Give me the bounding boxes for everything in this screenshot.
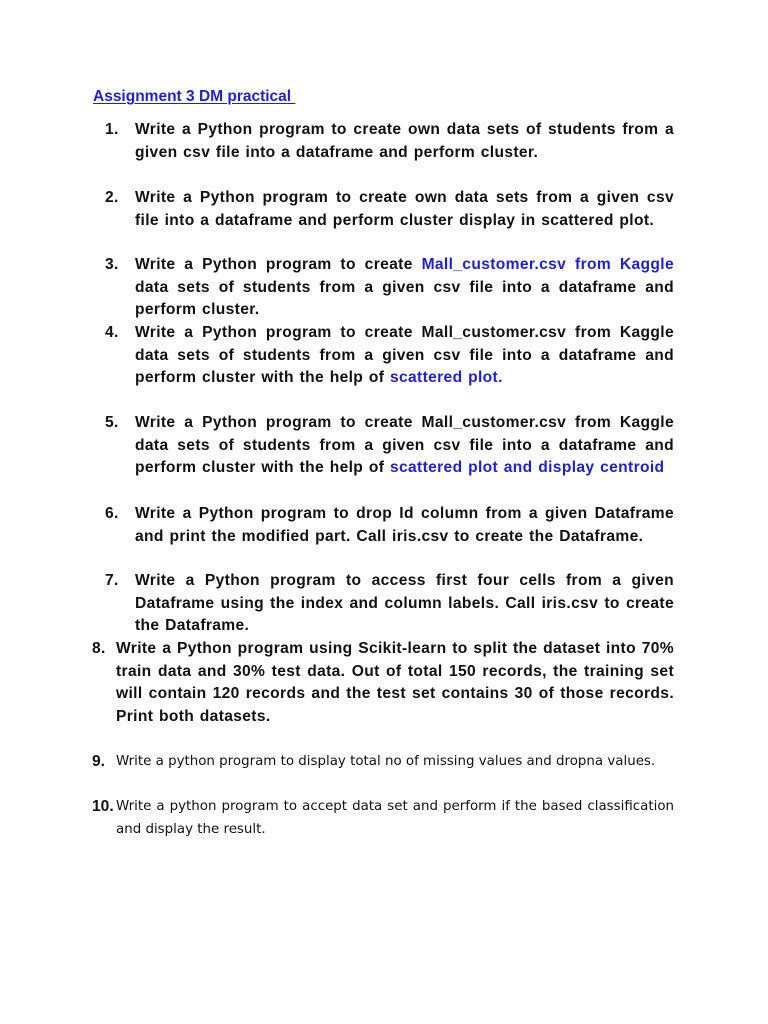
list-item-text: Write a Python program to create [135,256,422,273]
list-item-10 [92,796,674,841]
list-item-text: Write a Python program to create Mall_customer.csv from Kaggle data sets of students from a given csv file into a dataframe and perform cluster with the help of [135,414,674,477]
list-item-9 [92,751,674,774]
list-item-number: 1. [105,121,119,138]
list-item-text: Write a Python program to drop Id column from a given Dataframe and print the modified part. Call iris.csv to create the Dataframe. [135,505,674,545]
list-item-text-tail: data sets of students from a given csv file into a dataframe and perform cluster. [135,278,674,319]
list-item-number: 7. [105,572,119,589]
list-item-text: Write a python program to display total no of missing values and dropna values. [116,754,656,769]
list-item-text: Write a python program to accept data set and perform if the based classification and display the result. [116,799,674,837]
list-item-1 [105,119,674,164]
list-item-5 [105,412,674,480]
list-item-7 [105,570,674,638]
list-item-number: 2. [105,189,119,206]
list-item-highlight: Mall_customer.csv from Kaggle [421,256,674,273]
list-item-text: Write a Python program to create own data sets from a given csv file into a dataframe and perform cluster display in scattered plot. [135,189,674,229]
list-item-number: 10. [92,798,114,815]
list-item-number: 5. [105,414,119,431]
list-item-text: Write a Python program using Scikit-learn to split the dataset into 70% train data and 30% test data. Out of total 150 records, the training set will contain 120 records and the test set contains 30 of those records. Print both datasets. [116,640,674,725]
list-item-4 [105,322,674,390]
document-title: Assignment 3 DM practical [93,88,296,105]
list-item-number: 8. [92,640,106,657]
list-item-2 [105,187,674,232]
list-item-number: 9. [92,753,106,770]
list-item-number: 3. [105,256,119,273]
list-item-number: 6. [105,505,119,522]
list-item-highlight: scattered plot and display centroid [389,459,665,477]
list-item-3 [105,254,674,322]
list-item-8 [92,638,674,728]
list-item-text: Write a Python program to create Mall_customer.csv from Kaggle data sets of students from a given csv file into a dataframe and perform cluster with the help of [135,324,674,387]
list-item-6 [105,503,674,548]
list-item-text: Write a Python program to create own data sets of students from a given csv file into a dataframe and perform cluster. [135,121,674,161]
list-item-number: 4. [105,324,119,341]
list-item-text: Write a Python program to access first four cells from a given Dataframe using the index and column labels. Call iris.csv to create the Dataframe. [135,572,674,635]
list-item-highlight: scattered plot. [389,369,503,387]
